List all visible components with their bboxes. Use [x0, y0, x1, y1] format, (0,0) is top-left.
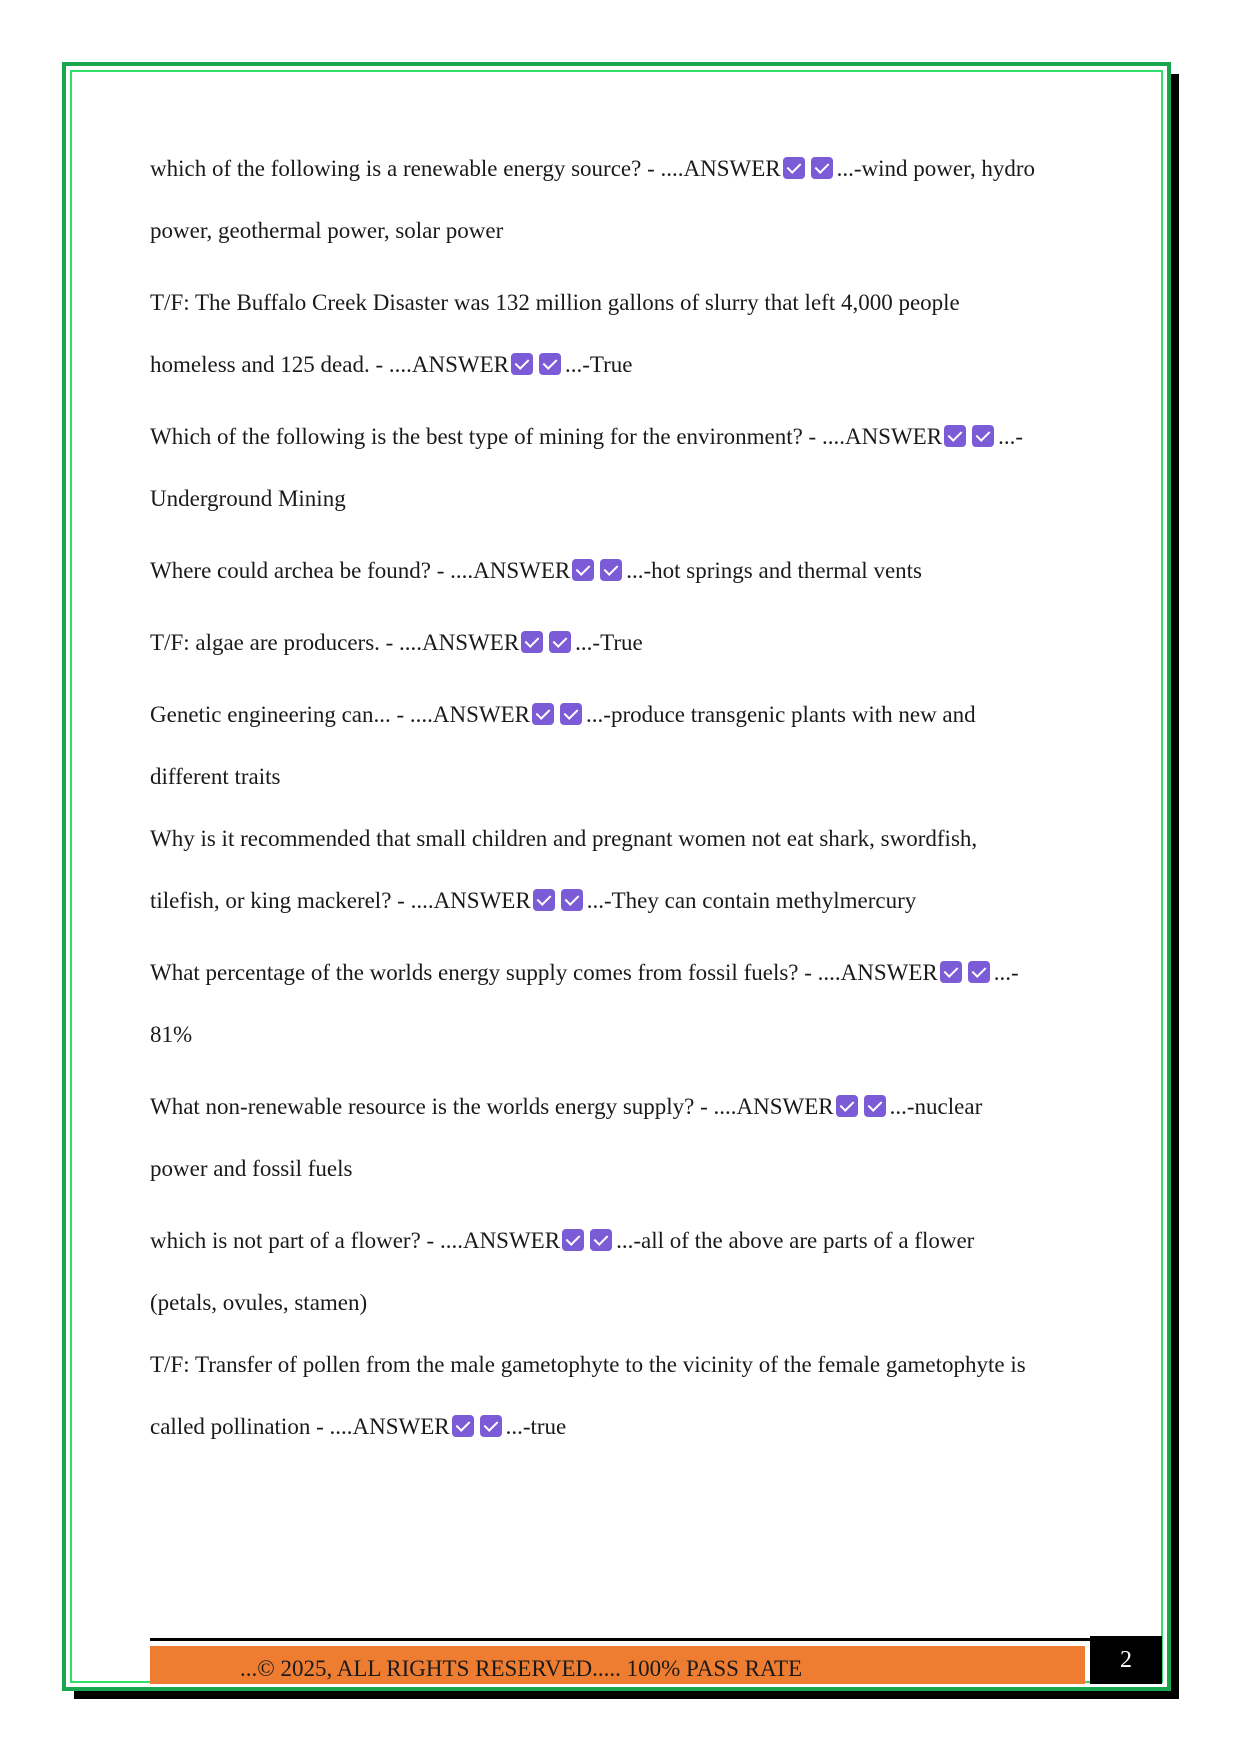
qa-item	[150, 684, 1090, 808]
question-text: which of the following is a renewable energy source? - ....ANSWER	[150, 156, 781, 181]
question-text: T/F: algae are producers. - ....ANSWER	[150, 630, 520, 655]
checkmark-icon	[811, 157, 833, 179]
qa-line	[150, 942, 1090, 1004]
question-text: homeless and 125 dead. - ....ANSWER	[150, 352, 509, 377]
checkmark-icon	[533, 889, 555, 911]
qa-item	[150, 1076, 1090, 1200]
qa-line	[150, 1076, 1090, 1138]
question-text: T/F: The Buffalo Creek Disaster was 132 million gallons of slurry that left 4,000 people	[150, 290, 960, 315]
checkmark-icon	[968, 961, 990, 983]
qa-item	[150, 406, 1090, 530]
qa-item	[150, 138, 1090, 262]
answer-text: ...-true	[505, 1414, 567, 1439]
checkmark-icon	[944, 425, 966, 447]
checkmark-icon	[836, 1095, 858, 1117]
checkmark-icon	[783, 157, 805, 179]
answer-text: ...-nuclear	[889, 1094, 983, 1119]
question-text: Which of the following is the best type of mining for the environment? - ....ANSWER	[150, 424, 943, 449]
qa-line	[150, 138, 1090, 200]
qa-item	[150, 540, 1090, 602]
question-text: tilefish, or king mackerel? - ....ANSWER	[150, 888, 531, 913]
qa-line	[150, 684, 1090, 746]
question-text: Genetic engineering can... - ....ANSWER	[150, 702, 531, 727]
answer-text: ...-hot springs and thermal vents	[626, 558, 922, 583]
qa-item	[150, 1334, 1090, 1458]
page-number	[1090, 1636, 1162, 1684]
question-text: T/F: Transfer of pollen from the male gametophyte to the vicinity of the female gametophyte is	[150, 1352, 1026, 1377]
qa-line	[150, 1334, 1090, 1396]
qa-line	[150, 468, 1090, 530]
qa-line	[150, 746, 1090, 808]
answer-continuation: power and fossil fuels	[150, 1156, 353, 1181]
checkmark-icon	[532, 703, 554, 725]
answer-continuation: Underground Mining	[150, 486, 346, 511]
qa-list	[150, 138, 1090, 1458]
question-text: which is not part of a flower? - ....ANSWER	[150, 1228, 561, 1253]
page-number-text: 2	[1120, 1647, 1132, 1673]
qa-item	[150, 612, 1090, 674]
qa-item	[150, 1210, 1090, 1334]
answer-continuation: different traits	[150, 764, 281, 789]
checkmark-icon	[549, 631, 571, 653]
footer-bar	[150, 1646, 1085, 1684]
answer-text: ...-all of the above are parts of a flower	[616, 1228, 975, 1253]
answer-text: ...-wind power, hydro	[836, 156, 1035, 181]
qa-line	[150, 870, 1090, 932]
footer-text: ...© 2025, ALL RIGHTS RESERVED..... 100% PASS RATE	[240, 1656, 803, 1681]
footer-rule	[150, 1638, 1090, 1641]
checkmark-icon	[972, 425, 994, 447]
answer-continuation: (petals, ovules, stamen)	[150, 1290, 368, 1315]
answer-text: ...-They can contain methylmercury	[586, 888, 917, 913]
checkmark-icon	[590, 1229, 612, 1251]
checkmark-icon	[539, 353, 561, 375]
qa-line	[150, 612, 1090, 674]
answer-continuation: 81%	[150, 1022, 193, 1047]
answer-continuation: power, geothermal power, solar power	[150, 218, 504, 243]
checkmark-icon	[940, 961, 962, 983]
question-text: What non-renewable resource is the worlds energy supply? - ....ANSWER	[150, 1094, 834, 1119]
answer-text: ...-	[993, 960, 1019, 985]
question-text: What percentage of the worlds energy supply comes from fossil fuels? - ....ANSWER	[150, 960, 938, 985]
answer-text: ...-produce transgenic plants with new and	[586, 702, 976, 727]
qa-line	[150, 540, 1090, 602]
checkmark-icon	[561, 889, 583, 911]
qa-item	[150, 942, 1090, 1066]
qa-item	[150, 808, 1090, 932]
checkmark-icon	[480, 1415, 502, 1437]
qa-line	[150, 200, 1090, 262]
checkmark-icon	[572, 559, 594, 581]
checkmark-icon	[521, 631, 543, 653]
answer-text: ...-True	[565, 352, 633, 377]
qa-line	[150, 406, 1090, 468]
question-text: Why is it recommended that small children and pregnant women not eat shark, swordfish,	[150, 826, 978, 851]
qa-line	[150, 272, 1090, 334]
qa-line	[150, 1138, 1090, 1200]
qa-line	[150, 1210, 1090, 1272]
qa-line	[150, 808, 1090, 870]
qa-item	[150, 272, 1090, 396]
question-text: called pollination - ....ANSWER	[150, 1414, 450, 1439]
checkmark-icon	[562, 1229, 584, 1251]
qa-line	[150, 1272, 1090, 1334]
answer-text: ...-True	[575, 630, 643, 655]
question-text: Where could archea be found? - ....ANSWER	[150, 558, 571, 583]
qa-line	[150, 1396, 1090, 1458]
checkmark-icon	[560, 703, 582, 725]
checkmark-icon	[864, 1095, 886, 1117]
checkmark-icon	[600, 559, 622, 581]
answer-text: ...-	[998, 424, 1023, 449]
checkmark-icon	[511, 353, 533, 375]
checkmark-icon	[452, 1415, 474, 1437]
qa-line	[150, 334, 1090, 396]
qa-line	[150, 1004, 1090, 1066]
